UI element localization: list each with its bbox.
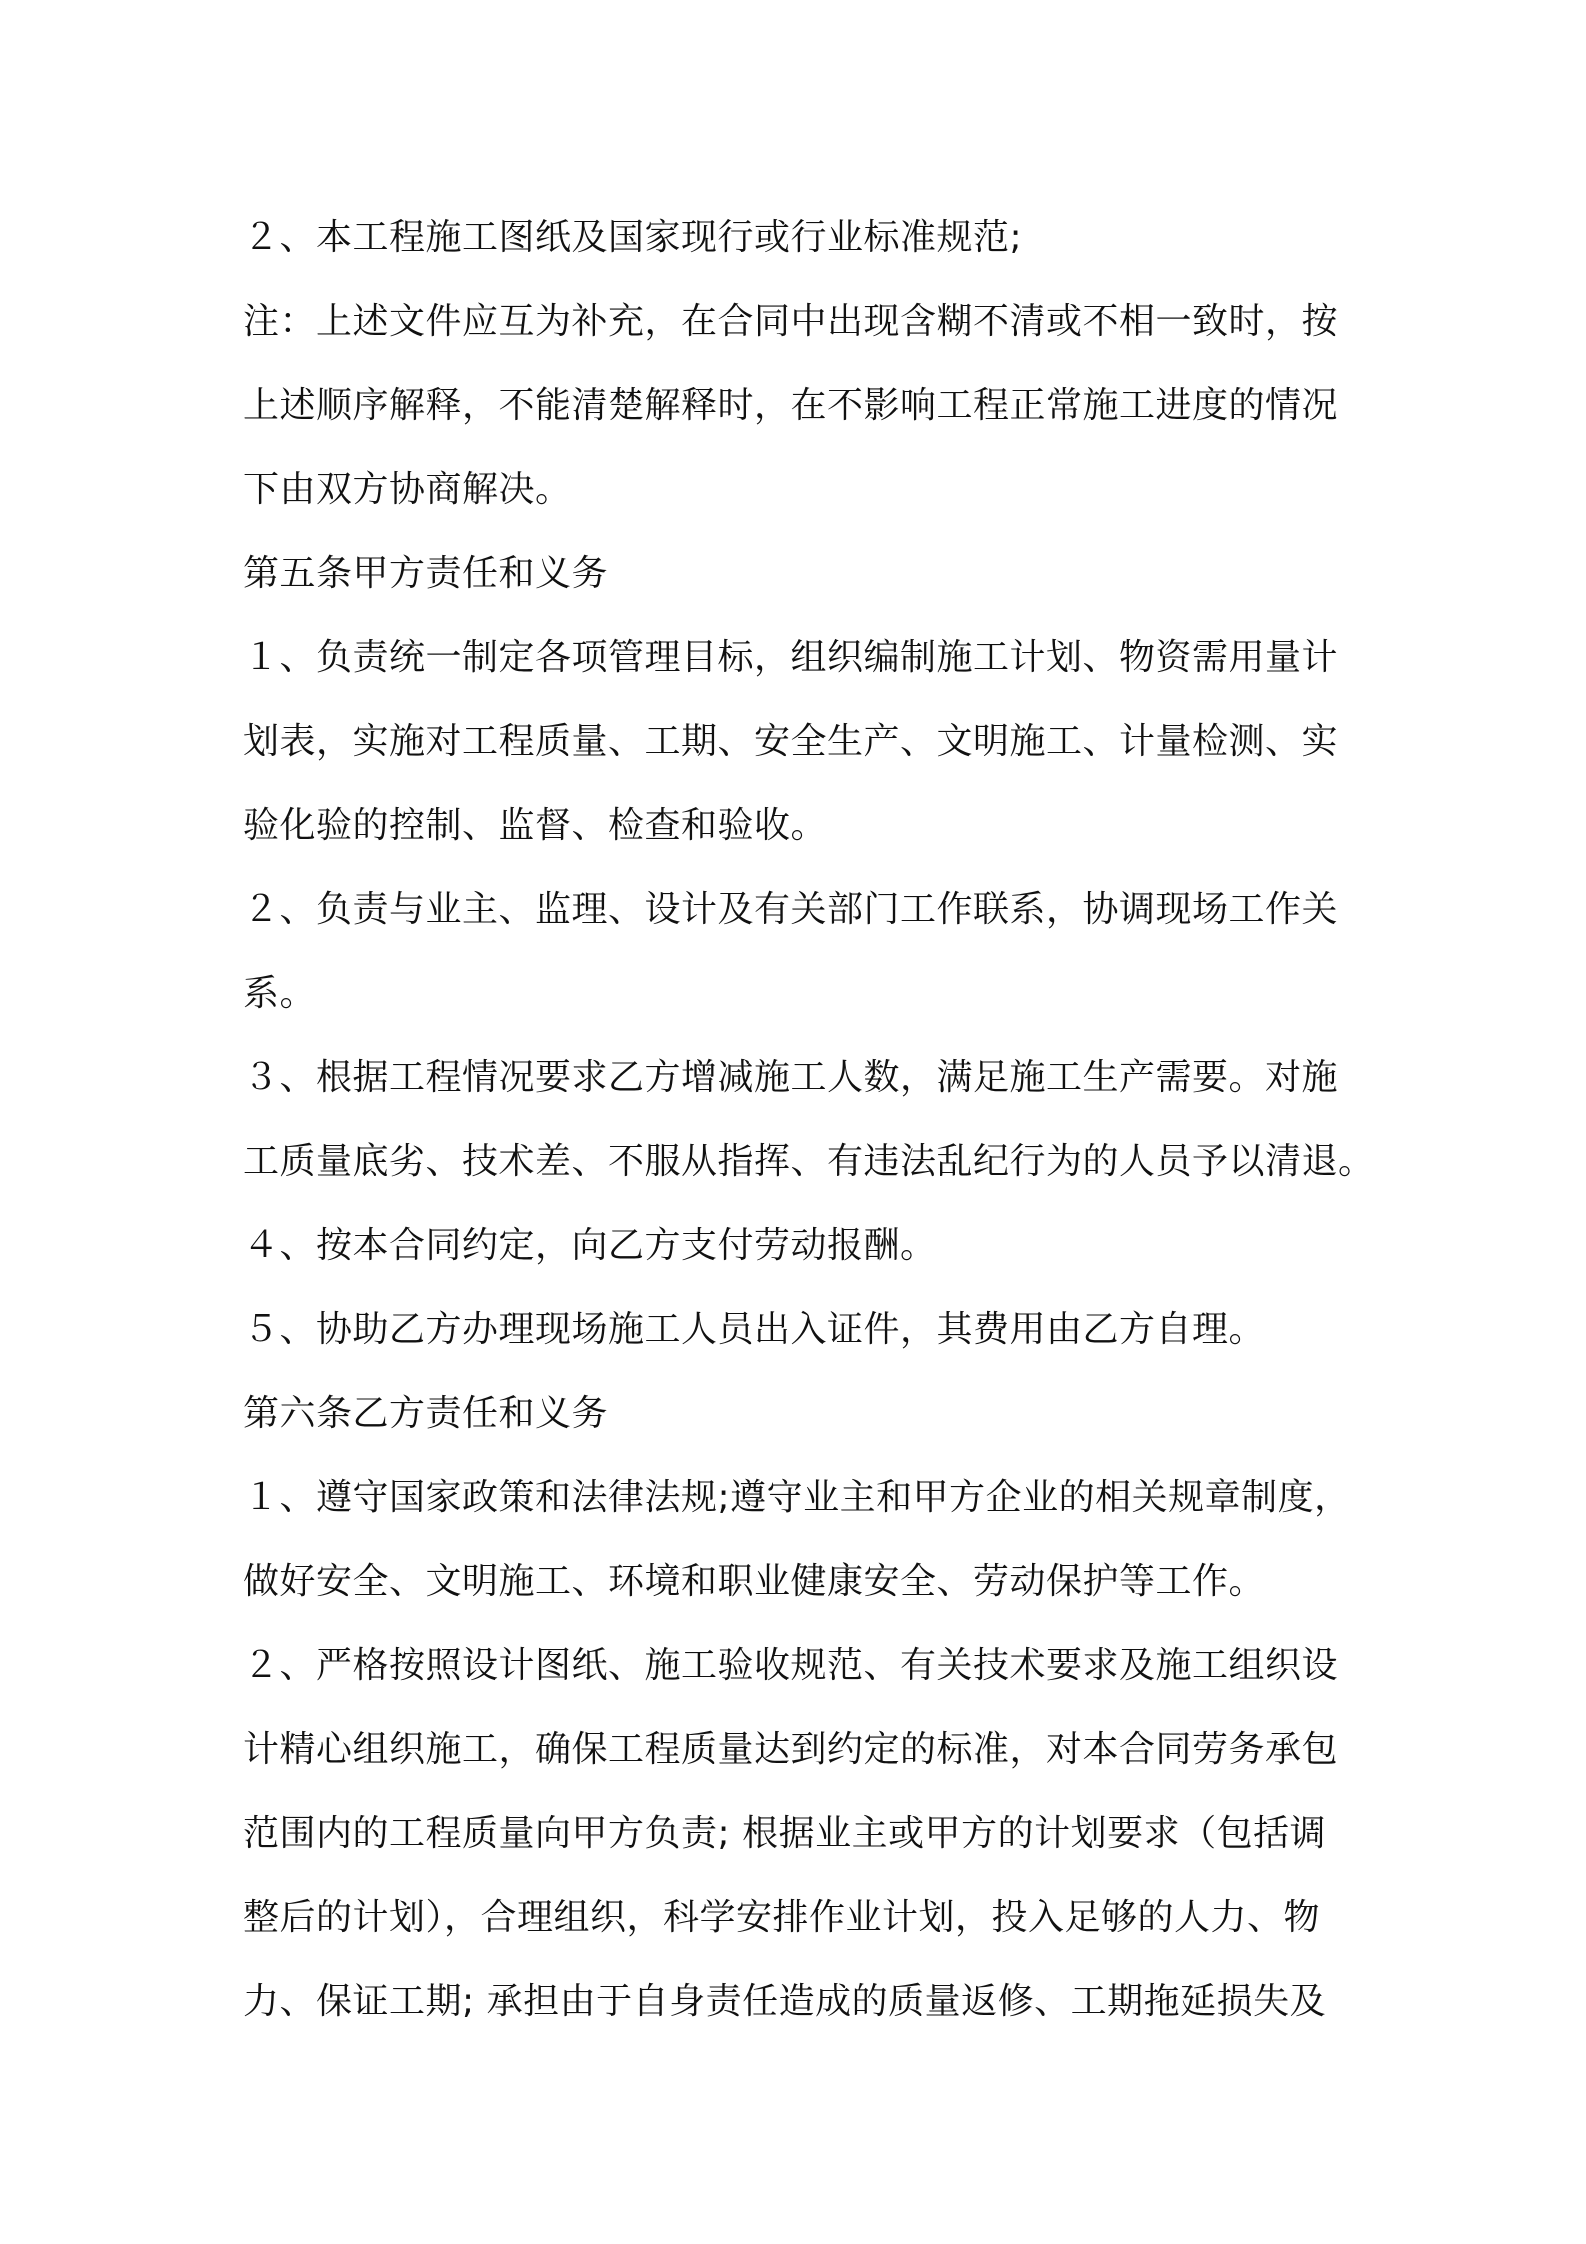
paragraph-party-a-item-3 [243, 1036, 1375, 1204]
text-line: 验化验的控制、监督、检查和验收。 [243, 805, 828, 846]
text-line: 下由双方协商解决。 [243, 469, 572, 510]
text-line: １、遵守国家政策和法律法规;遵守业主和甲方企业的相关规章制度， [243, 1477, 1351, 1518]
text-line: ５、协助乙方办理现场施工人员出入证件，其费用由乙方自理。 [243, 1309, 1266, 1350]
paragraph-party-a-item-5 [243, 1288, 1363, 1372]
heading-text: 第六条乙方责任和义务 [243, 1393, 609, 1434]
text-line: 整后的计划），合理组织，科学安排作业计划，投入足够的人力、物 [243, 1897, 1321, 1938]
heading-text: 第五条甲方责任和义务 [243, 553, 609, 594]
paragraph-party-a-item-2 [243, 868, 1363, 1036]
paragraph-note [243, 280, 1363, 532]
text-line: ３、根据工程情况要求乙方增减施工人数，满足施工生产需要。对施 [243, 1057, 1339, 1098]
text-line: １、负责统一制定各项管理目标，组织编制施工计划、物资需用量计 [243, 637, 1339, 678]
paragraph-party-b-item-2 [243, 1624, 1363, 2044]
text-line: 注：上述文件应互为补充，在合同中出现含糊不清或不相一致时，按 [243, 301, 1339, 342]
text-line: 工质量底劣、技术差、不服从指挥、有违法乱纪行为的人员予以清退。 [243, 1141, 1375, 1182]
text-line: ４、按本合同约定，向乙方支付劳动报酬。 [243, 1225, 937, 1266]
text-line: 系。 [243, 973, 317, 1014]
text-line: ２、负责与业主、监理、设计及有关部门工作联系，协调现场工作关 [243, 889, 1339, 930]
document-body [243, 196, 1375, 2044]
text-line: 力、保证工期; 承担由于自身责任造成的质量返修、工期拖延损失及 [243, 1981, 1327, 2022]
paragraph-drawings-standards [243, 196, 1363, 280]
paragraph-party-a-item-4 [243, 1204, 1363, 1288]
text-line: 划表，实施对工程质量、工期、安全生产、文明施工、计量检测、实 [243, 721, 1339, 762]
section-heading-article-5 [243, 532, 1363, 616]
text-line: ２、本工程施工图纸及国家现行或行业标准规范; [243, 217, 1023, 258]
text-line: ２、严格按照设计图纸、施工验收规范、有关技术要求及施工组织设 [243, 1645, 1339, 1686]
text-line: 做好安全、文明施工、环境和职业健康安全、劳动保护等工作。 [243, 1561, 1266, 1602]
text-line: 上述顺序解释，不能清楚解释时，在不影响工程正常施工进度的情况 [243, 385, 1339, 426]
paragraph-party-a-item-1 [243, 616, 1363, 868]
text-line: 计精心组织施工，确保工程质量达到约定的标准，对本合同劳务承包 [243, 1729, 1339, 1770]
section-heading-article-6 [243, 1372, 1363, 1456]
paragraph-party-b-item-1 [243, 1456, 1363, 1624]
text-line: 范围内的工程质量向甲方负责; 根据业主或甲方的计划要求（包括调 [243, 1813, 1327, 1854]
